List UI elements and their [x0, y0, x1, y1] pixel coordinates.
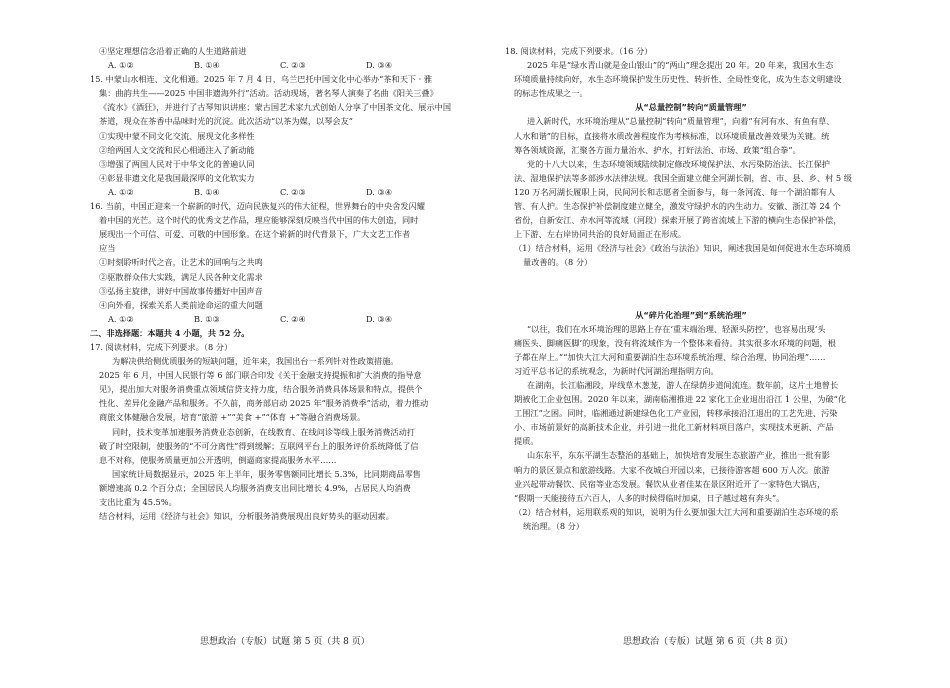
q15-option: ③增强了两国人民对于中华文化的普遍认同	[99, 158, 255, 169]
q15-option: ②给两国人文交流和民心相通注入了新动能	[99, 144, 255, 155]
answer-options-q14	[90, 58, 462, 72]
q18-material-2: 山东东平，东东平湖生态整治的基础上，加快培育发展生态旅游产业，推出一批有影	[527, 450, 830, 461]
q18-material-2: 小、市场前景好的高新技术企业，并引进一批化工新材料项目落户，实现技术更新、产品	[514, 422, 834, 433]
option-c: C. ②③	[280, 186, 306, 197]
q18-intro: 2025 年是“绿水青山就是金山银山”的“两山”理念提出 20 年。20 年来，我国水生态	[527, 60, 834, 71]
q15-option: ④彰显非遗文化是我国最深厚的文化软实力	[99, 172, 255, 183]
q18-intro: 环境质量持续向好，水生态环境保护发生历史性、转折性、全局性变化，成为生态文明建设	[514, 74, 842, 85]
q17-material: 破了时空限制，使服务的“不可分离性”得到缓解；互联网平台上的服务评价系统降低了信	[99, 440, 419, 451]
q18-task-2: 统治理。（8 分）	[523, 520, 585, 531]
option-c: C. ②③	[280, 60, 306, 71]
option-d: D. ③④	[366, 60, 393, 71]
q17-task: 结合材料，运用《经济与社会》知识，分析服务消费展现出良好势头的驱动因素。	[99, 511, 394, 522]
q18-material-1: 法、湿地保护法等多部涉水法律法规。我国全面建立健全河湖长制，省、市、县、乡、村 5 级	[514, 172, 852, 183]
q18-task-2: （2）结合材料，运用联系观的知识，说明为什么要加强大江大河和重要湖泊生态环境的系	[514, 506, 839, 517]
q17-material: 见》，提出加大对服务消费重点领域信贷支持力度，结合服务消费具体场景和特点，提供个	[99, 384, 423, 395]
q18-material-1: 管、有人护。生态保护补偿制度建立健全，激发守绿护水的内生动力。安徽、浙江等 24 个	[514, 201, 841, 212]
q18-intro: 的标志性成果之一。	[514, 88, 588, 99]
q16-line: 着中国的光芒。这个时代的优秀文艺作品，理应能够深刻反映当代中国的伟大创造，同时	[99, 215, 419, 226]
option-b: B. ①③	[194, 313, 220, 324]
option-d: D. ③④	[366, 313, 393, 324]
q18-material-2: 痛医头、脚痛医脚’的现象，没有将流域作为一个整体来看待。其实很多水环境的问题，根	[514, 337, 836, 348]
right-column	[505, 44, 877, 533]
q15-line: 15. 中蒙山水相连、文化相通。2025 年 7 月 4 日，乌兰巴托中国文化中心举办“茶和天下 · 雅	[90, 74, 433, 85]
q16-option: ①时刻聆听时代之音，让艺术的回响与之共鸣	[99, 257, 263, 268]
q18-material-2: 期被化工企业包围。2020 年以来，湖南临湘推进 22 家化工企业退出沿江 1 公里，为破“化	[514, 394, 847, 405]
q18-material-1: 筹各领域资源，汇聚各方面力量治水、护水，打好法治、市场、政策“组合拳”。	[514, 144, 801, 155]
q18-material-2: 子都在岸上。”“加快大江大河和重要湖泊生态环境系统治理、综合治理、协同治理”……	[514, 351, 826, 362]
q17-material: 为解决供给侧优质服务的短缺问题，近年来，我国出台一系列针对性政策措施。	[112, 356, 399, 367]
option-c: C. ②④	[280, 313, 306, 324]
left-column	[90, 44, 462, 523]
q17-material: 商旅文体健融合发展，培育“旅游 +”“美食 +”“体育 +”等融合消费场景。	[99, 412, 366, 423]
option-a: A. ①②	[108, 60, 134, 71]
material-heading-2: 从“碎片化治理”到“系统治理”	[635, 309, 747, 320]
q17-material: 息不对称，使服务质量更加公开透明，倒逼商家提高服务水平……	[99, 454, 337, 465]
q17-material: 国家统计局数据显示，2025 年上半年，服务零售额同比增长 5.3%，比同期商品零售	[112, 468, 421, 479]
q15-line: 集：曲韵共生——2025 中国非遗海外行”活动。活动现场，著名琴人演奏了名曲《阳关三叠》	[99, 88, 438, 99]
q18-material-1: 人水和谐”的目标，直接将水质改善程度作为考核标准，以环境质量改善效果为关键。统	[514, 130, 830, 141]
page-6	[475, 0, 950, 688]
q18-material-2: 在湖南，长江临湘段，岸线草木葱茏，游人在绿荫步道间流连。数年前，这片土地曾长	[527, 379, 839, 390]
option-d: D. ③④	[366, 186, 393, 197]
q18-material-2: 业兴起带动餐饮、民宿等业态发展。餐饮从业者佳某在景区附近开了一家特色大锅店，	[514, 478, 826, 489]
q18-material-1: 进入新时代，水环境治理从“总量控制”转向“质量管理”，向着“有河有水、有鱼有草、	[527, 116, 835, 127]
page-footer: 思想政治（专版）试题 第 5 页（共 8 页）	[200, 637, 370, 647]
q18-material-2: 工围江”之困。同时，临湘通过新建绿色化工产业园，转移承接沿江退出的工艺先进、污染	[514, 408, 838, 419]
q17-material: 同时，技术变革加速服务消费业态创新，在线教育、在线问诊等线上服务消费活动打	[112, 426, 415, 437]
q18-material-2: 提质。	[514, 436, 539, 447]
option-line: ④坚定理想信念沿着正确的人生道路前进	[99, 46, 247, 56]
q18-task-1: 量改善的。（8 分）	[523, 257, 593, 268]
q16-option: ④向外看，探索关系人类前途命运的重大问题	[99, 299, 263, 310]
q16-option: ②驱散群众伟大实践，满足人民各种文化需求	[99, 271, 263, 282]
option-b: B. ①④	[194, 186, 220, 197]
q17-material: 2025 年 6 月，中国人民银行等 6 部门联合印发《关于金融支持提振和扩大消费的指导意	[99, 370, 422, 381]
q18-task-1: （1）结合材料，运用《经济与社会》《政治与法治》知识，阐述我国是如何促进水生态环境质	[514, 243, 851, 254]
option-b: B. ①④	[194, 60, 220, 71]
q17-material: 额增速高 0.2 个百分点；全国居民人均服务消费支出同比增长 4.9%，占居民人均消费	[99, 482, 411, 493]
q15-line: 茶道，现众在茶香中品味时光的沉淀。此次活动“以茶为媒，以琴会友”	[99, 116, 353, 127]
q15-option: ①实现中蒙不同文化交流、展现文化多样性	[99, 130, 255, 141]
q18-material-2: “假期一天能接待五六百人，人多的时候得临时加桌，日子越过越有奔头”。	[514, 492, 785, 503]
option-a: A. ①②	[108, 313, 134, 324]
q17-title: 17. 阅读材料，完成下列要求。（8 分）	[90, 341, 233, 352]
q17-material: 支出比重为 45.5%。	[99, 497, 177, 507]
q17-material: 性化、差异化金融产品和服务。不久前，商务部启动 2025 年“服务消费季”活动，着力推动	[99, 398, 429, 409]
q18-material-1: 省份，自新安江、赤水河等流域（河段）探索开展了跨省流域上下游的横向生态保护补偿，	[514, 215, 842, 226]
q18-material-2: 习近平总书记的系统观念，为新时代河湖治理指明方向。	[514, 365, 719, 376]
q18-title: 18. 阅读材料，完成下列要求。（16 分）	[505, 46, 653, 56]
q16-option: ③弘扬主旋律，讲好中国故事传播好中国声音	[99, 285, 263, 296]
q18-material-1: 党的十八大以来，生态环境领域陆续制定修改环境保护法、水污染防治法、长江保护	[527, 158, 830, 169]
option-a: A. ①②	[108, 186, 134, 197]
q16-line: 展现出一个可信、可爱、可敬的中国形象。在这个崭新的时代背景下，广大文艺工作者	[99, 229, 411, 240]
q16-line: 16. 当前，中国正迎来一个崭新的时代，迈向民族复兴的伟大征程，世界舞台的中央舍发闪耀	[90, 201, 425, 212]
q16-line: 应当	[99, 243, 116, 254]
q18-material-2: 响力的景区景点和旅游线路。大家不夜城白开园以来，已接待游客超 600 万人次。旅游	[514, 464, 830, 475]
answer-options-q16	[90, 312, 462, 326]
q18-material-1: 120 万名河湖长履职上岗，民间河长和志愿者全面参与，每一条河流、每一个湖泊都有人	[514, 186, 836, 197]
answer-options-q15	[90, 185, 462, 199]
page-footer: 思想政治（专版）试题 第 6 页（共 8 页）	[623, 637, 793, 647]
section-title: 二、非选择题：本题共 4 小题，共 52 分。	[90, 327, 250, 338]
q18-material-2: “以往，我们在水环境治理的思路上存在‘重末端治理、轻源头防控’，也容易出现‘头	[527, 323, 826, 334]
q18-material-1: 上下游、左右岸协同共治的良好局面正在形成。	[514, 229, 686, 240]
material-heading-1: 从“总量控制”转向“质量管理”	[635, 102, 747, 113]
q15-line: 《流水》《酒狂》，并进行了古琴知识讲座；蒙古国艺术家九式创始人分享了中国茶文化、展示中国	[99, 102, 452, 113]
